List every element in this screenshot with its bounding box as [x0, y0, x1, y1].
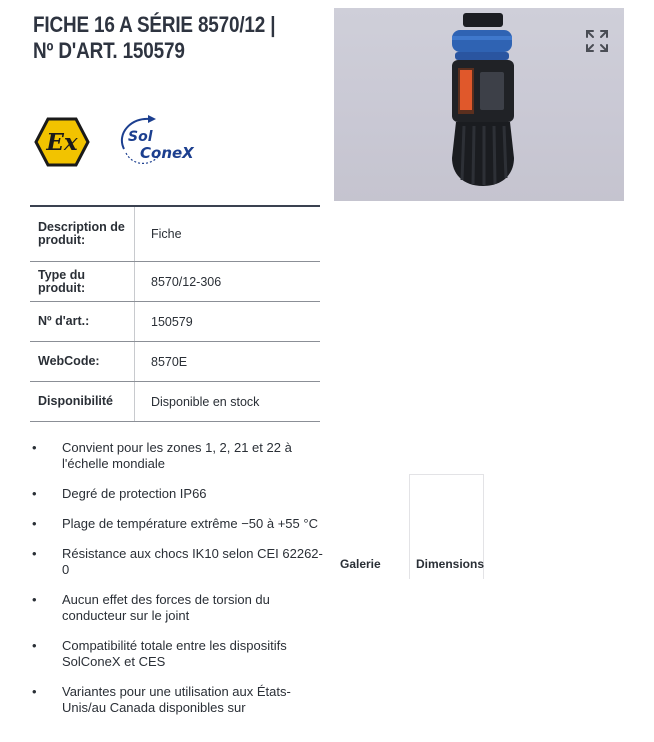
spec-row-availability	[30, 382, 320, 422]
expand-icon[interactable]	[584, 28, 610, 54]
spec-key: Description de produit:	[30, 207, 135, 261]
svg-text:ConeX: ConeX	[140, 144, 194, 162]
spec-value: Fiche	[151, 227, 182, 241]
feature-item: • Convient pour les zones 1, 2, 21 et 22 à l'échelle mondiale	[30, 440, 330, 472]
solconex-logo	[112, 113, 212, 169]
spec-key: WebCode:	[30, 342, 135, 381]
tab-dimensions[interactable]: Dimensions	[416, 557, 485, 571]
page-title-line-2: Nº D'ART. 150579	[33, 38, 185, 63]
spec-value: 8570/12-306	[151, 274, 222, 289]
spec-row-webcode	[30, 342, 320, 382]
spec-value: 8570E	[151, 354, 188, 369]
feature-item: • Compatibilité totale entre les dispositifs SolConeX et CES	[30, 638, 330, 670]
page-title	[33, 12, 291, 64]
spec-value: Disponible en stock	[151, 394, 260, 409]
feature-item: • Plage de température extrême −50 à +55 °C	[30, 516, 330, 532]
ex-logo	[34, 117, 90, 167]
spec-row-description	[30, 207, 320, 262]
feature-list	[30, 440, 330, 730]
feature-item: • Degré de protection IP66	[30, 486, 330, 502]
feature-item: • Aucun effet des forces de torsion du conducteur sur le joint	[30, 592, 330, 624]
tab-galerie[interactable]: Galerie	[340, 557, 381, 571]
spec-key: Nº d'art.:	[30, 302, 135, 341]
spec-row-article	[30, 302, 320, 342]
spec-row-type	[30, 262, 320, 302]
spec-table	[30, 205, 320, 422]
spec-key: Disponibilité	[30, 382, 135, 421]
svg-text:Sol: Sol	[128, 129, 153, 145]
plug-illustration	[334, 8, 624, 201]
feature-item: • Variantes pour une utilisation aux États-Unis/au Canada disponibles sur	[30, 684, 330, 716]
product-image[interactable]	[334, 8, 624, 201]
feature-item: • Résistance aux chocs IK10 selon CEI 62262-0	[30, 546, 330, 578]
page-title-line-1: FICHE 16 A SÉRIE 8570/12 |	[33, 12, 276, 37]
svg-text:Ex: Ex	[46, 129, 78, 156]
spec-key: Type du produit:	[30, 262, 135, 301]
spec-value: 150579	[151, 314, 193, 329]
